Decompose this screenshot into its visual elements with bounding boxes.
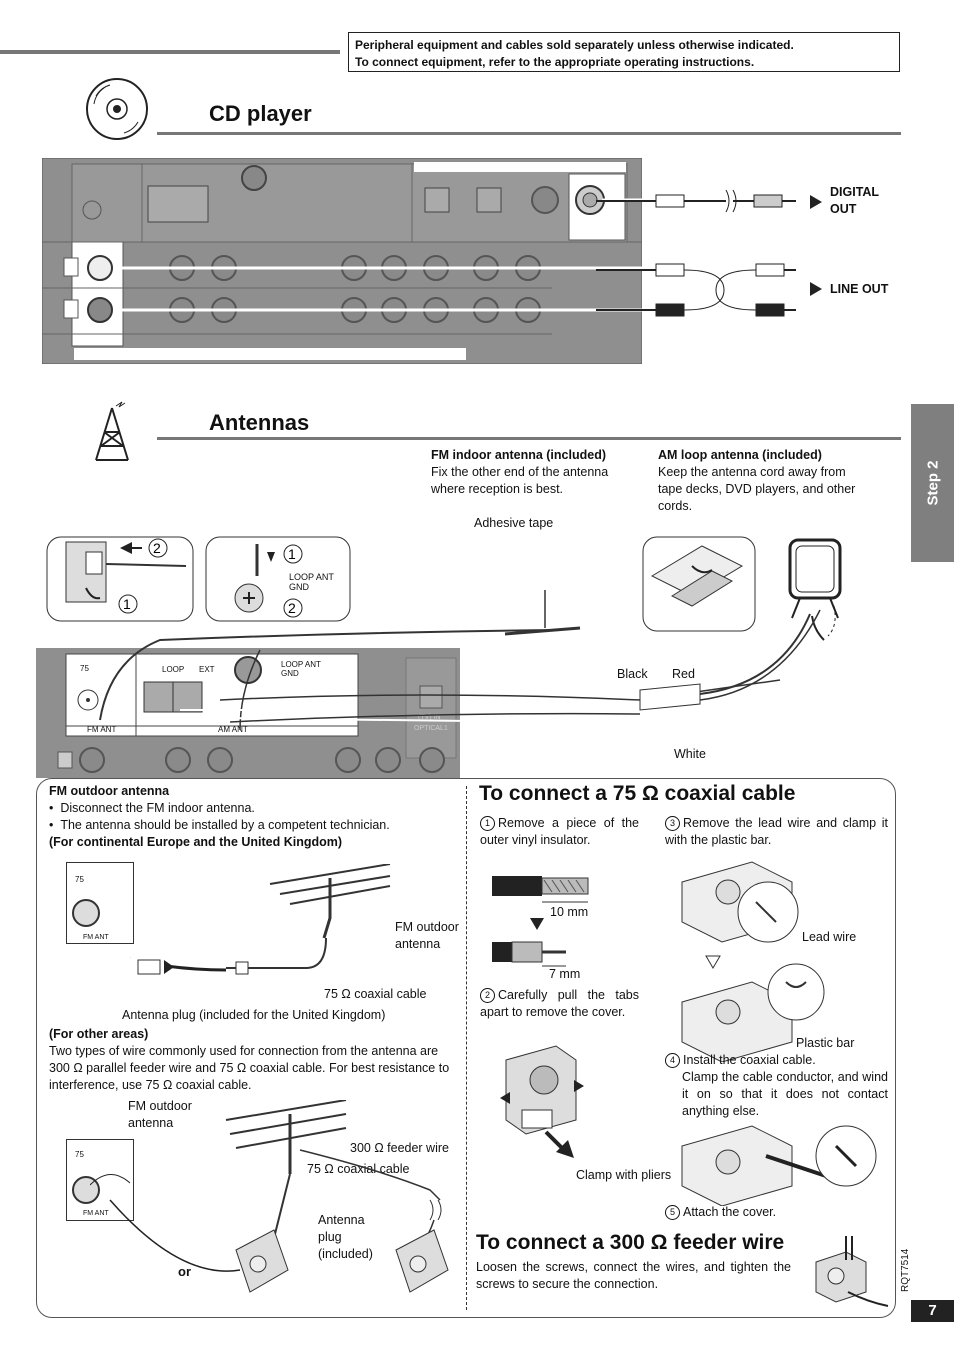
adhesive-tape-label: Adhesive tape	[474, 516, 554, 530]
cd-player-title: CD player	[209, 101, 312, 126]
coax-step-4-num: 4	[665, 1053, 680, 1068]
callout-2-b: 2	[288, 600, 296, 616]
callout-1: 1	[123, 596, 131, 612]
coax-step-4a-text: Install the coaxial cable.	[683, 1053, 816, 1067]
am-loop-title: AM loop antenna (included)	[658, 448, 822, 462]
fm-outdoor-block	[49, 783, 459, 851]
box1-75: 75	[75, 875, 84, 884]
plug-cover-illustration	[496, 1040, 592, 1160]
or-label: or	[178, 1264, 191, 1279]
fm-outdoor-bullet-1: • Disconnect the FM indoor antenna.	[49, 801, 255, 815]
header-rule	[0, 50, 340, 54]
digital-out-label: DIGITAL OUT	[830, 185, 879, 216]
bullet-2-text: The antenna should be installed by a competent technician.	[60, 818, 390, 832]
coax-step-5	[665, 1204, 776, 1221]
other-areas-block	[49, 1026, 459, 1094]
feeder-wire-label: 300 Ω feeder wire	[350, 1141, 449, 1155]
coax-install-illustration	[676, 1116, 886, 1206]
notice-box	[348, 32, 900, 72]
fm-outdoor-antenna-eu	[130, 864, 400, 984]
panel-tv-in-label: (TV) IN	[418, 714, 441, 721]
fm-outdoor-antenna-label: FM outdoor antenna	[395, 920, 459, 951]
coax-step-1-text: Remove a piece of the outer vinyl insulator.	[480, 816, 639, 847]
notice-line-2: To connect equipment, refer to the appropriate operating instructions.	[355, 55, 755, 69]
other-areas-heading: (For other areas)	[49, 1027, 149, 1041]
panel-fm-ant-label: FM ANT	[87, 725, 117, 734]
box1-fm-ant: FM ANT	[83, 934, 109, 941]
coax-step-5-text: Attach the cover.	[683, 1205, 777, 1219]
page-number: 7	[911, 1300, 954, 1322]
box2-fm-ant: FM ANT	[83, 1210, 109, 1217]
cable-strip-illustration	[488, 866, 598, 976]
rca-cables	[596, 180, 826, 330]
coax-step-3-text: Remove the lead wire and clamp it with the plastic bar.	[665, 816, 888, 847]
fm-indoor-text: Fix the other end of the antenna where reception is best.	[431, 465, 609, 496]
coaxial-label: 75 Ω coaxial cable	[324, 987, 427, 1001]
cd-disc-icon	[84, 76, 150, 142]
coaxial-label-2: 75 Ω coaxial cable	[307, 1162, 410, 1176]
callout-1-b: 1	[288, 546, 296, 562]
fm-terminal-box-1	[66, 862, 134, 944]
loop-ant-gnd-label: LOOP ANT GND	[289, 572, 334, 592]
coax-step-5-num: 5	[665, 1205, 680, 1220]
coax-step-4b-text: Clamp the cable conductor, and wind it on so that it does not contact anything else.	[682, 1070, 888, 1118]
step-tab-label: Step 2	[924, 460, 941, 506]
fm-outdoor-antenna-other	[90, 1100, 470, 1310]
fm-outdoor-antenna-label-2: FM outdoor antenna	[128, 1099, 192, 1130]
eu-heading: (For continental Europe and the United Kingdom)	[49, 835, 343, 849]
antennas-title-rule	[157, 437, 901, 440]
callout-2: 2	[153, 540, 161, 556]
panel-75-label: 75	[80, 664, 89, 673]
cd-title-rule	[157, 132, 901, 135]
receiver-rear-panel	[42, 158, 642, 364]
wire-white-label: White	[674, 747, 706, 761]
am-loop-block	[658, 447, 868, 515]
fm-indoor-block	[431, 447, 631, 498]
am-loop-text: Keep the antenna cord away from tape decks, DVD players, and other cords.	[658, 465, 856, 513]
mm-10-label: 10 mm	[550, 905, 589, 919]
plug-clamp-illustration	[676, 852, 886, 1062]
panel-am-ant-label: AM ANT	[218, 725, 248, 734]
antenna-plug-label: Antenna plug (included for the United Kingdom)	[122, 1008, 386, 1022]
fm-indoor-title: FM indoor antenna (included)	[431, 448, 606, 462]
box2-75: 75	[75, 1150, 84, 1159]
wire-black-label: Black	[617, 667, 648, 681]
panel-ext-label: EXT	[199, 665, 215, 674]
plastic-bar-label: Plastic bar	[796, 1036, 855, 1050]
document-code: RQT7514	[900, 1248, 911, 1292]
fm-outdoor-title: FM outdoor antenna	[49, 784, 170, 798]
coax-step-3	[665, 815, 888, 849]
coax-step-4	[665, 1052, 888, 1120]
antenna-wires	[80, 590, 840, 790]
feeder-text: Loosen the screws, connect the wires, and tighten the screws to secure the connection.	[476, 1260, 791, 1291]
antenna-tower-icon	[86, 398, 138, 464]
coax-title: To connect a 75 Ω coaxial cable	[479, 782, 796, 805]
coax-step-1	[480, 815, 639, 849]
panel-loop-ant-gnd-label: LOOP ANT GND	[281, 660, 321, 678]
antennas-title: Antennas	[209, 410, 310, 435]
antenna-plug-included-label: Antenna plug (included)	[318, 1213, 373, 1261]
coax-step-3-num: 3	[665, 816, 680, 831]
lead-wire-label: Lead wire	[802, 930, 857, 944]
mm-7-label: 7 mm	[549, 967, 581, 981]
wire-red-label: Red	[672, 667, 695, 681]
bullet-1-text: Disconnect the FM indoor antenna.	[60, 801, 255, 815]
coax-step-1-num: 1	[480, 816, 495, 831]
clamp-label: Clamp with pliers	[576, 1168, 672, 1182]
line-out-label: LINE OUT	[830, 282, 889, 296]
step-tab	[911, 404, 954, 562]
coax-step-2	[480, 987, 639, 1021]
coax-step-2-text: Carefully pull the tabs apart to remove the cover.	[480, 988, 639, 1019]
feeder-plug-illustration	[812, 1232, 892, 1312]
panel-optical1-label: OPTICAL1	[414, 725, 448, 732]
coax-step-2-num: 2	[480, 988, 495, 1003]
panel-loop-label: LOOP	[162, 665, 185, 674]
other-areas-text: Two types of wire commonly used for connection from the antenna are 300 Ω parallel feeder wire and 75 Ω coaxial cable. For best resistance to interference, use 75 Ω coaxial cable.	[49, 1044, 450, 1092]
notice-line-1: Peripheral equipment and cables sold separately unless otherwise indicated.	[355, 38, 794, 52]
feeder-title: To connect a 300 Ω feeder wire	[476, 1231, 785, 1254]
fm-outdoor-bullet-2: • The antenna should be installed by a competent technician.	[49, 818, 390, 832]
